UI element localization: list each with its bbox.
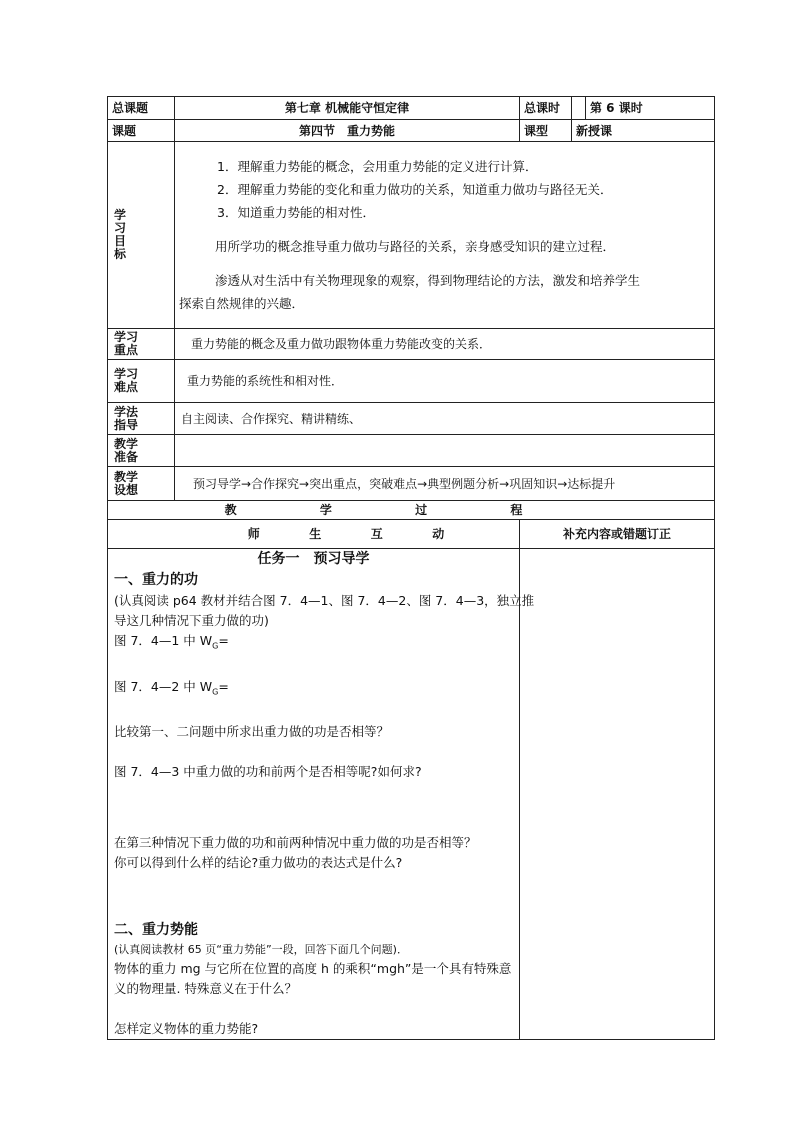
question-fig3: 图 7．4—3 中重力做的功和前两个是否相等呢?如何求? [114,764,422,779]
design-text: 预习导学→合作探究→突出重点，突破难点→典型例题分析→巩固知识→达标提升 [175,467,715,501]
header-row-1 [108,97,715,120]
total-hours-label: 总课时 [520,97,572,120]
type-label: 课型 [520,120,572,142]
objective-process: 用所学功的概念推导重力做功与路径的关系，亲身感受知识的建立过程． [215,239,616,254]
question-third-case: 在第三种情况下重力做的功和前两种情况中重力做的功是否相等？ [114,835,477,850]
preparation-text [175,435,715,467]
method-text: 自主阅读、合作探究、精讲精练、 [175,403,715,435]
objectives-row [108,142,715,329]
difficulties-text: 重力势能的系统性和相对性． [175,360,715,403]
interaction-header-row [108,520,715,549]
question-wg-1: 图 7．4—1 中 $W_G=$ [114,633,229,651]
objectives-content [175,142,715,329]
question-wg-2: 图 7．4—2 中 $W_G=$ [114,678,229,696]
preparation-row [108,435,715,467]
task-content: 任务一 预习导学 一、重力的功 (认真阅读 p64 教材并结合图 7．4—1、图 7．4—2、图 7．4—3，独立推 导这几种情况下重力做的功) 图 7．4—1 中 $W_G=$ 图 7．4—2 中 $W_G=$ 比较第一、二问题中所求出重力做的功是否相等？ 图 7．4—3 中重力做的功和前两个是否相等呢?如何求? 在第三种情况下重力做的功和前两种情况中重力做的功是否相等？ 你可以得到什么样的结论?重力做功的表达式是什么? 二、重力势能 (认真阅读教材 65 页“重力势能”一段，回答下面几个问题)． 物体的重力 mg 与它所在位置的高度 h 的乘积“mgh”是一个具有特殊意 义的物理量. 特殊意义在于什么？ 怎样定义物体的重力势能? [108,549,520,1040]
topic-value: 第四节 重力势能 [175,120,520,142]
objective-item: 1．理解重力势能的概念，会用重力势能的定义进行计算． [217,159,538,174]
lesson-number: 第 6 课时 [586,97,715,120]
question-mgh: 物体的重力 mg 与它所在位置的高度 h 的乘积“mgh”是一个具有特殊意 [114,961,512,976]
method-label: 学法 指导 [108,403,175,435]
key-points-text: 重力势能的概念及重力做功跟物体重力势能改变的关系． [175,329,715,360]
key-points-row [108,329,715,360]
objectives-label: 学 习 目 标 [108,142,175,329]
type-value: 新授课 [572,120,715,142]
difficulties-row [108,360,715,403]
preparation-label: 教学 准备 [108,435,175,467]
objective-attitude-line2: 探索自然规律的兴趣． [179,296,305,311]
section1-instructions: (认真阅读 p64 教材并结合图 7．4—1、图 7．4—2、图 7．4—3，独立推 [114,593,535,608]
method-row [108,403,715,435]
objective-attitude-line1: 渗透从对生活中有关物理现象的观察，得到物理结论的方法，激发和培养学生 [215,273,641,288]
total-topic-label: 总课题 [108,97,175,120]
question-conclusion: 你可以得到什么样的结论?重力做功的表达式是什么? [114,855,403,870]
task-title: 任务一 预习导学 [257,551,370,567]
key-points-label: 学习 重点 [108,329,175,360]
header-row-2 [108,120,715,142]
objective-item: 3．知道重力势能的相对性． [217,205,375,220]
design-row [108,467,715,501]
design-label: 教学 设想 [108,467,175,501]
interaction-header: 师 生 互 动 [247,527,445,541]
objective-item: 2．理解重力势能的变化和重力做功的关系，知道重力做功与路径无关． [217,182,613,197]
supplement-area [520,549,715,1040]
supplement-header: 补充内容或错题订正 [520,520,715,549]
lesson-plan [107,96,714,1040]
topic-label: 课题 [108,120,175,142]
question-define-gpe: 怎样定义物体的重力势能? [114,1021,259,1036]
question-compare: 比较第一、二问题中所求出重力做的功是否相等？ [114,724,390,739]
lesson-plan-table [107,96,715,1040]
process-header: 教 学 过 程 [224,503,523,517]
section2-instructions: (认真阅读教材 65 页“重力势能”一段，回答下面几个问题)． [114,943,408,956]
task-row [108,549,715,1040]
difficulties-label: 学习 难点 [108,360,175,403]
process-header-row [108,501,715,520]
section1-title: 一、重力的功 [114,572,198,588]
total-topic-value: 第七章 机械能守恒定律 [175,97,520,120]
total-hours-value [572,97,586,120]
section2-title: 二、重力势能 [114,922,198,938]
